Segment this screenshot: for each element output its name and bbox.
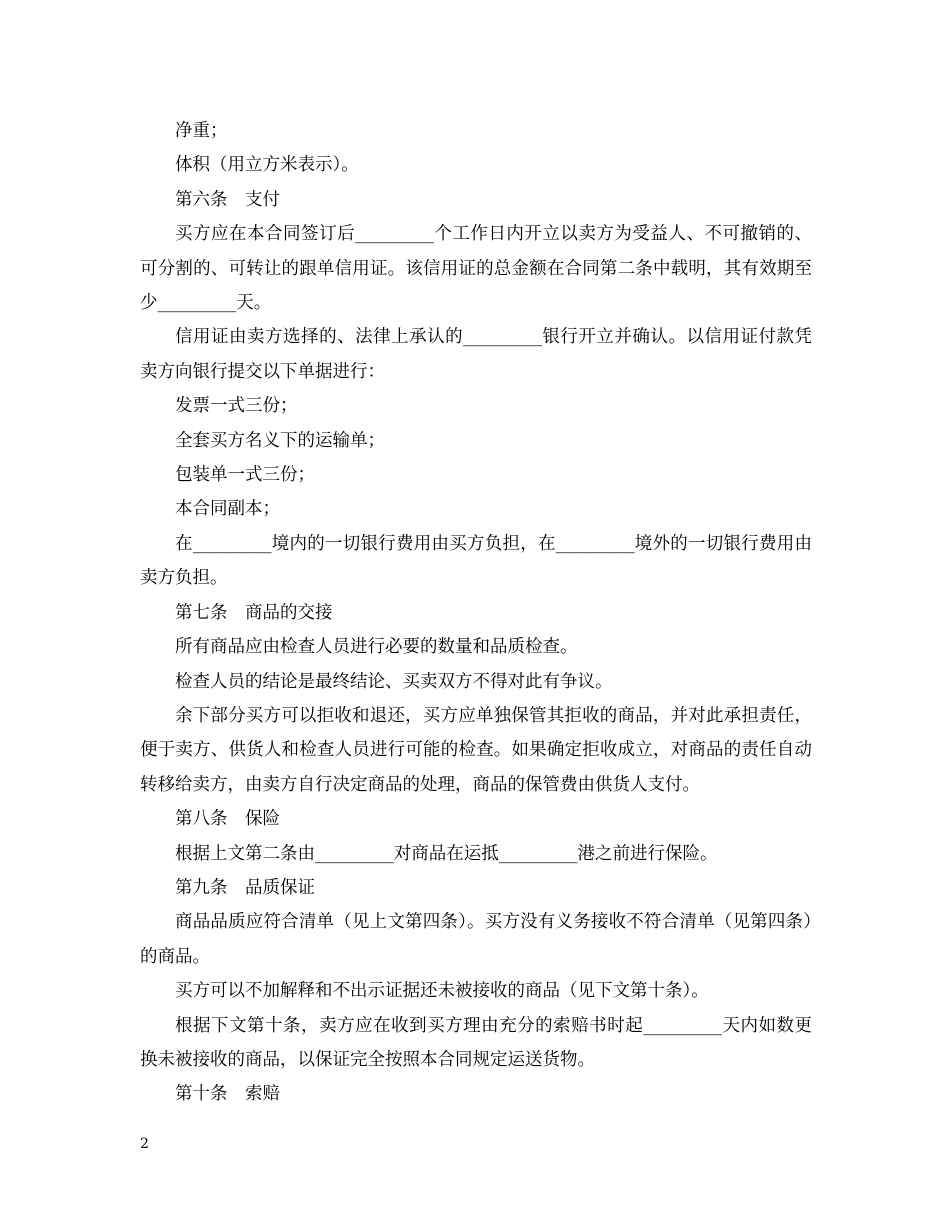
- document-body: [140, 114, 812, 1112]
- paragraph: 买方可以不加解释和不出示证据还未被接收的商品（见下文第十条）。: [175, 981, 709, 1002]
- section-heading: 第七条 商品的交接: [175, 602, 333, 623]
- list-item: 本合同副本；: [175, 499, 280, 520]
- paragraph: 所有商品应由检查人员进行必要的数量和品质检查。: [175, 637, 578, 658]
- page-number: 2: [140, 1136, 149, 1152]
- section-heading: 第八条 保险: [175, 809, 280, 830]
- paragraph: 检查人员的结论是最终结论、买卖双方不得对此有争议。: [175, 671, 613, 692]
- paragraph: 商品品质应符合清单（见上文第四条）。买方没有义务接收不符合清单（见第四条）的商品。: [140, 912, 812, 967]
- paragraph: 在_________境内的一切银行费用由买方负担，在_________境外的一切银行费用由卖方负担。: [140, 533, 812, 589]
- paragraph: 体积（用立方米表示）。: [175, 155, 359, 176]
- list-item: 全套买方名义下的运输单；: [175, 430, 385, 451]
- section-heading: 第十条 索赔: [175, 1084, 280, 1105]
- paragraph: 根据下文第十条，卖方应在收到买方理由充分的索赔书时起_________天内如数更换未被接收的商品，以保证完全按照本合同规定运送货物。: [140, 1015, 812, 1070]
- section-heading: 第六条 支付: [175, 189, 280, 210]
- paragraph: 净重；: [175, 121, 228, 141]
- section-heading: 第九条 品质保证: [175, 877, 315, 898]
- list-item: 发票一式三份；: [175, 396, 298, 417]
- paragraph: 信用证由卖方选择的、法律上承认的_________银行开立并确认。以信用证付款凭卖方向银行提交以下单据进行：: [140, 327, 812, 382]
- paragraph: 余下部分买方可以拒收和退还，买方应单独保管其拒收的商品，并对此承担责任，便于卖方、供货人和检查人员进行可能的检查。如果确定拒收成立，对商品的责任自动转移给卖方，由卖方自行决定商品的处理，商品的保管费由供货人支付。: [140, 705, 812, 795]
- paragraph: 根据上文第二条由_________对商品在运抵_________港之前进行保险。: [175, 843, 718, 864]
- paragraph: 买方应在本合同签订后_________个工作日内开立以卖方为受益人、不可撤销的、可分割的、可转让的跟单信用证。该信用证的总金额在合同第二条中载明，其有效期至少_________天。: [140, 224, 812, 314]
- list-item: 包装单一式三份；: [175, 465, 315, 486]
